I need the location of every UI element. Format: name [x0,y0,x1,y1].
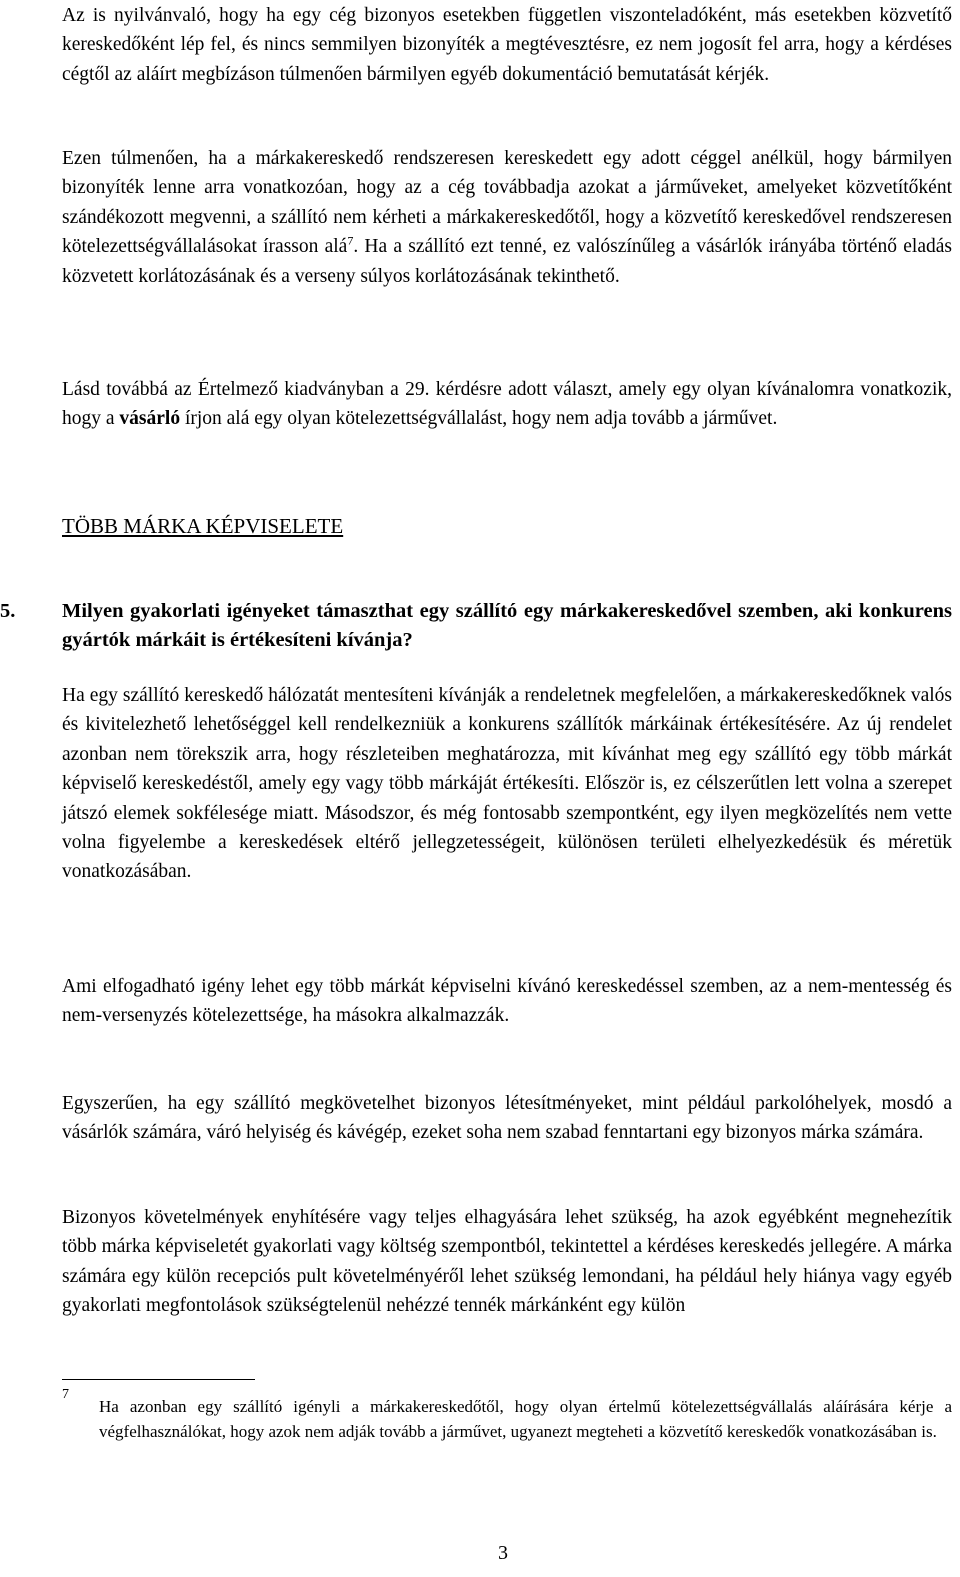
paragraph-2-text-start: Ezen túlmenően, ha a márkakereskedő rendszeresen kereskedett egy adott céggel anélkül, hogy bármilyen bizonyíték lenne arra vonatkozóan, hogy az a cég továbbadja azokat a járműveket, amelyeket közvetítőként szándékozott megvenni, a szállító nem kérheti a márkakereskedőtől, hogy a közvetítő kereskedővel rendszeresen kötelezettségvállalásokat írasson alá [62,148,952,258]
footnote-number: 7 [62,1387,69,1402]
paragraph-3-bold-term: vásárló [119,408,181,430]
footnote-reference: 7 [347,233,354,248]
question-text: Milyen gyakorlati igényeket támaszthat egy szállító egy márkakereskedővel szemben, aki konkurens gyártók márkáit is értékesíteni kívánja? [62,600,952,652]
paragraph-3-text-end: írjon alá egy olyan kötelezettségvállalást, hogy nem adja tovább a járművet. [180,408,778,430]
footnote-divider [62,1379,255,1380]
paragraph-2 [62,144,952,291]
question-number: 5. [0,600,16,622]
paragraph-3-text-start: Lásd továbbá az Értelmező kiadványban a 29. kérdésre adott választ, amely egy olyan kívánalomra vonatkozik, hogy a [62,379,952,430]
paragraph-5: Ami elfogadható igény lehet egy több márkát képviselni kívánó kereskedéssel szemben, az a nem-mentesség és nem-versenyzés kötelezettsége, ha másokra alkalmazzák. [62,976,952,1027]
question-5 [0,597,952,656]
paragraph-4: Ha egy szállító kereskedő hálózatát mentesíteni kívánják a rendeletnek megfelelően, a márkakereskedőknek valós és kivitelezhető lehetőséggel kell rendelkezniük a konkurens szállítók márkáinak értékesítésére. Az új rendelet azonban nem törekszik arra, hogy részleteiben meghatározza, mit kívánhat meg egy szállító egy több márkát képviselő kereskedéstől, amely egy vagy több márkáját értékesíti. Először is, ez célszerűtlen lett volna a szerepet játszó elemek sokfélesége miatt. Másodszor, és még fontosabb szempontként, egy ilyen megközelítés nem vette volna figyelembe a kereskedések eltérő jellegzetességeit, különösen területi elhelyezkedésük és méretük vonatkozásában. [62,685,952,883]
paragraph-2-text-end: . Ha a szállító ezt tenné, ez valószínűleg a vásárlók irányába történő eladás közvetett korlátozásának és a verseny súlyos korlátozásának tekinthető. [62,236,952,287]
paragraph-6: Egyszerűen, ha egy szállító megkövetelhet bizonyos létesítményeket, mint például parkolóhelyek, mosdó a vásárlók számára, váró helyiség és kávégép, ezeket soha nem szabad fenntartani egy bizonyos márka számára. [62,1093,952,1144]
paragraph-3 [62,375,952,434]
page-number: 3 [498,1542,508,1564]
section-heading: TÖBB MÁRKA KÉPVISELETE [62,514,344,538]
footnote-text: Ha azonban egy szállító igényli a márkakereskedőtől, hogy olyan értelmű kötelezettségvállalás aláírására kérje a végfelhasználókat, hogy azok nem adják tovább a járművet, ugyanezt megteheti a közvetítő kereskedők vonatkozásában is. [99,1397,952,1441]
paragraph-7: Bizonyos követelmények enyhítésére vagy teljes elhagyására lehet szükség, ha azok egyébként megnehezítik több márka képviseletét gyakorlati vagy költség szempontból, tekintettel a kérdéses kereskedés jellegére. A márka számára egy külön recepciós pult követelményéről lehet szükség lemondani, ha például hely hiánya vagy egyéb gyakorlati megfontolások szükségtelenül nehézzé tennék márkánként egy külön [62,1207,952,1317]
paragraph-1: Az is nyilvánvaló, hogy ha egy cég bizonyos esetekben független viszonteladóként, más esetekben közvetítő kereskedőként lép fel, és nincs semmilyen bizonyíték a megtévesztésre, ez nem jogosít fel arra, hogy a kérdéses cégtől az aláírt megbízáson túlmenően bármilyen egyéb dokumentáció bemutatását kérjék. [62,5,952,85]
